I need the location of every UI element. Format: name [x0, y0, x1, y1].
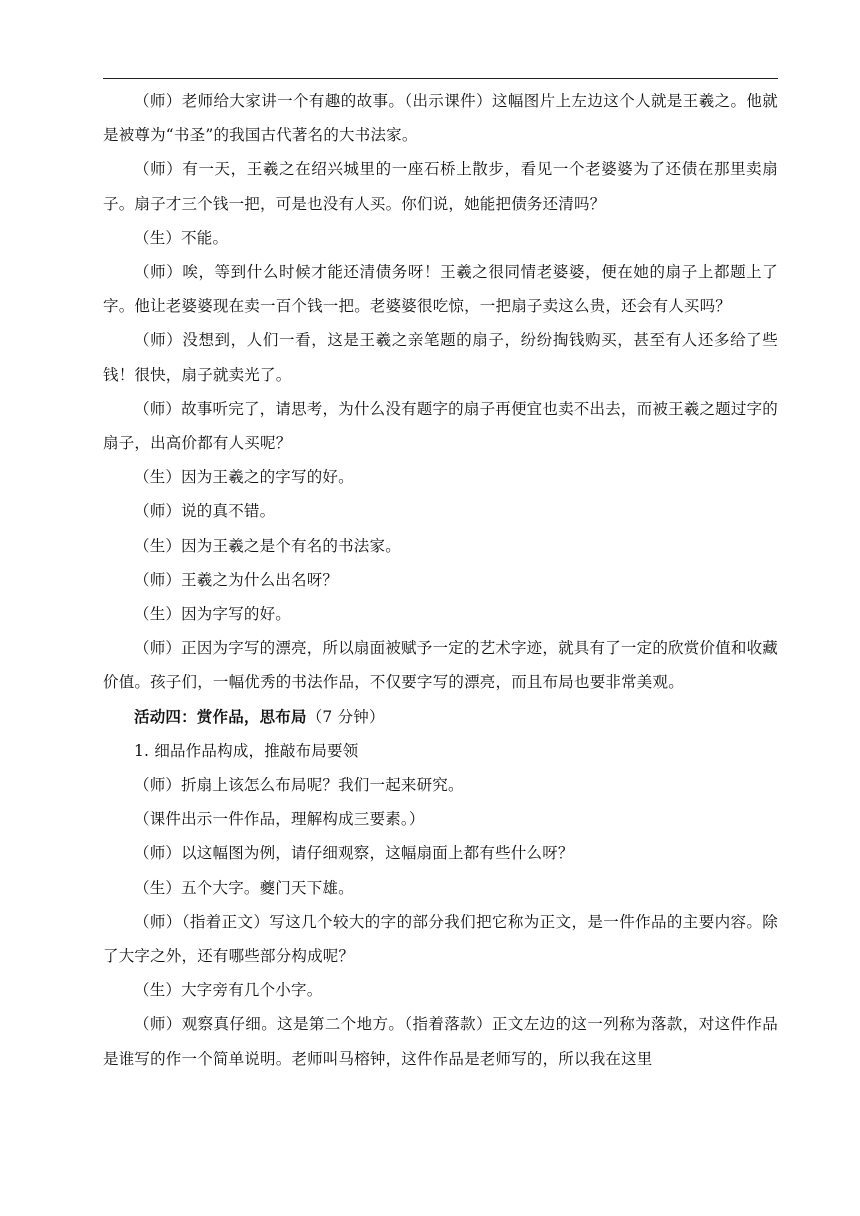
section-heading [103, 700, 778, 734]
paragraph: （师）没想到，人们一看，这是王羲之亲笔题的扇子，纷纷掏钱购买，甚至有人还多给了些钱！很快，扇子就卖光了。 [103, 331, 778, 384]
section-heading-duration: （7 分钟） [306, 707, 385, 726]
paragraph: （师）折扇上该怎么布局呢？我们一起来研究。 [134, 776, 464, 795]
paragraph: （师）观察真仔细。这是第二个地方。（指着落款）正文左边的这一列称为落款，对这件作品是谁写的作一个简单说明。老师叫马榕钟，这件作品是老师写的，所以我在这里 [103, 1015, 778, 1068]
paragraph: （师）正因为字写的漂亮，所以扇面被赋予一定的艺术字迹，就具有了一定的欣赏价值和收藏价值。孩子们，一幅优秀的书法作品，不仅要字写的漂亮，而且布局也要非常美观。 [103, 639, 778, 692]
paragraph: （生）因为字写的好。 [134, 605, 292, 624]
paragraph: （生）不能。 [134, 228, 229, 247]
paragraph: （课件出示一件作品，理解构成三要素。） [134, 810, 425, 829]
paragraph: （师）唉，等到什么时候才能还清债务呀！王羲之很同情老婆婆，便在她的扇子上都题上了字。他让老婆婆现在卖一百个钱一把。老婆婆很吃惊，一把扇子卖这么贵，还会有人买吗？ [103, 263, 778, 316]
paragraph: （师）（指着正文）写这几个较大的字的部分我们把它称为正文，是一件作品的主要内容。除了大字之外，还有哪些部分构成呢？ [103, 912, 778, 966]
paragraph: （师）有一天，王羲之在绍兴城里的一座石桥上散步，看见一个老婆婆为了还债在那里卖扇子。扇子才三个钱一把，可是也没有人买。你们说，她能把债务还清吗？ [103, 160, 778, 213]
paragraph: （生）因为王羲之的字写的好。 [134, 468, 354, 487]
subheading: 1. 细品作品构成，推敲布局要领 [134, 741, 359, 760]
document-body [103, 84, 778, 1076]
paragraph: （生）因为王羲之是个有名的书法家。 [134, 536, 401, 555]
paragraph: （师）故事听完了，请思考，为什么没有题字的扇子再便宜也卖不出去，而被王羲之题过字的扇子，出高价都有人买呢？ [103, 399, 778, 453]
paragraph: （师）以这幅图为例，请仔细观察，这幅扇面上都有些什么呀？ [134, 844, 574, 863]
section-heading-title: 活动四：赏作品，思布局 [134, 707, 307, 726]
paragraph: （师）老师给大家讲一个有趣的故事。（出示课件）这幅图片上左边这个人就是王羲之。他就是被尊为“书圣”的我国古代著名的大书法家。 [103, 92, 778, 145]
paragraph: （师）王羲之为什么出名呀？ [134, 570, 339, 589]
paragraph: （生）五个大字。夔门天下雄。 [134, 878, 354, 897]
paragraph: （生）大字旁有几个小字。 [134, 981, 323, 1000]
paragraph: （师）说的真不错。 [134, 502, 276, 521]
header-rule [103, 78, 778, 79]
